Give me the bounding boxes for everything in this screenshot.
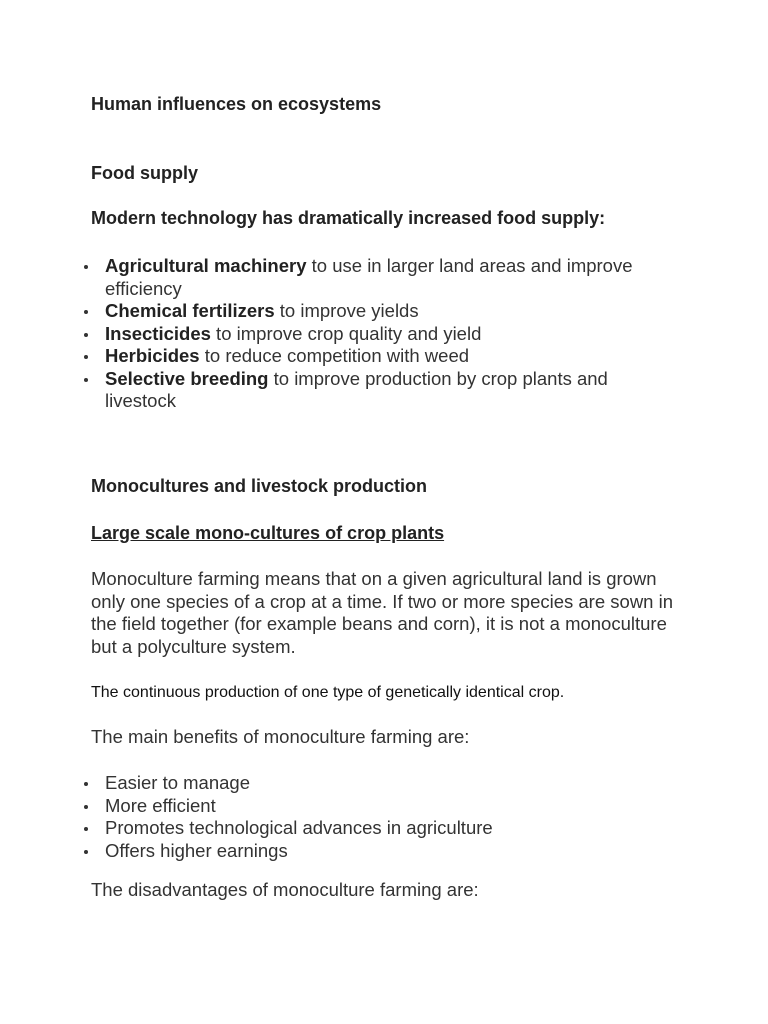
list-item	[105, 817, 665, 840]
list-item	[105, 368, 665, 413]
bullet-icon	[84, 827, 88, 831]
item-term: Selective breeding	[105, 367, 269, 389]
item-text: to improve yields	[274, 300, 419, 321]
bullet-icon	[84, 378, 88, 382]
bullet-icon	[84, 265, 88, 269]
item-text: to improve production by crop plants and livestock	[105, 367, 608, 411]
item-term: Chemical fertilizers	[105, 300, 275, 321]
bullet-icon	[84, 355, 88, 359]
bullet-icon	[84, 782, 88, 786]
definition-text: The continuous production of one type of genetically identical crop.	[91, 684, 565, 701]
item-text: to improve crop quality and yield	[210, 322, 482, 344]
bullet-icon	[84, 805, 88, 809]
item-text: to reduce competition with weed	[199, 345, 470, 366]
monoculture-paragraph: Monoculture farming means that on a given agricultural land is grown only one species of a crop at a time. If two or more species are sown in the field together (for example beans and corn), it is not a monoculture but a polyculture system.	[91, 568, 674, 658]
item-text: Easier to manage	[105, 772, 251, 793]
item-text: to use in larger land areas and improve efficiency	[105, 255, 633, 299]
list-item	[105, 323, 665, 346]
technology-list	[105, 255, 665, 413]
document-title: Human influences on ecosystems	[91, 94, 382, 114]
monoculture-heading: Monocultures and livestock production	[91, 476, 428, 496]
benefits-intro: The main benefits of monoculture farming are:	[91, 726, 470, 747]
item-term: Agricultural machinery	[105, 255, 307, 276]
list-item	[105, 772, 665, 795]
bullet-icon	[84, 333, 88, 337]
item-term: Insecticides	[105, 322, 211, 344]
benefits-list	[105, 772, 665, 862]
technology-heading: Modern technology has dramatically increased food supply:	[91, 208, 606, 228]
list-item	[105, 345, 665, 368]
item-text: More efficient	[105, 794, 216, 816]
list-item	[105, 795, 665, 818]
monoculture-subheading: Large scale mono-cultures of crop plants	[91, 523, 445, 543]
item-text: Offers higher earnings	[105, 839, 288, 861]
list-item	[105, 255, 665, 300]
food-supply-heading: Food supply	[91, 163, 198, 183]
disadvantages-intro: The disadvantages of monoculture farming are:	[91, 879, 479, 900]
item-text: Promotes technological advances in agriculture	[105, 817, 493, 838]
list-item	[105, 300, 665, 323]
bullet-icon	[84, 850, 88, 854]
list-item	[105, 840, 665, 863]
item-term: Herbicides	[105, 345, 200, 366]
bullet-icon	[84, 310, 88, 314]
